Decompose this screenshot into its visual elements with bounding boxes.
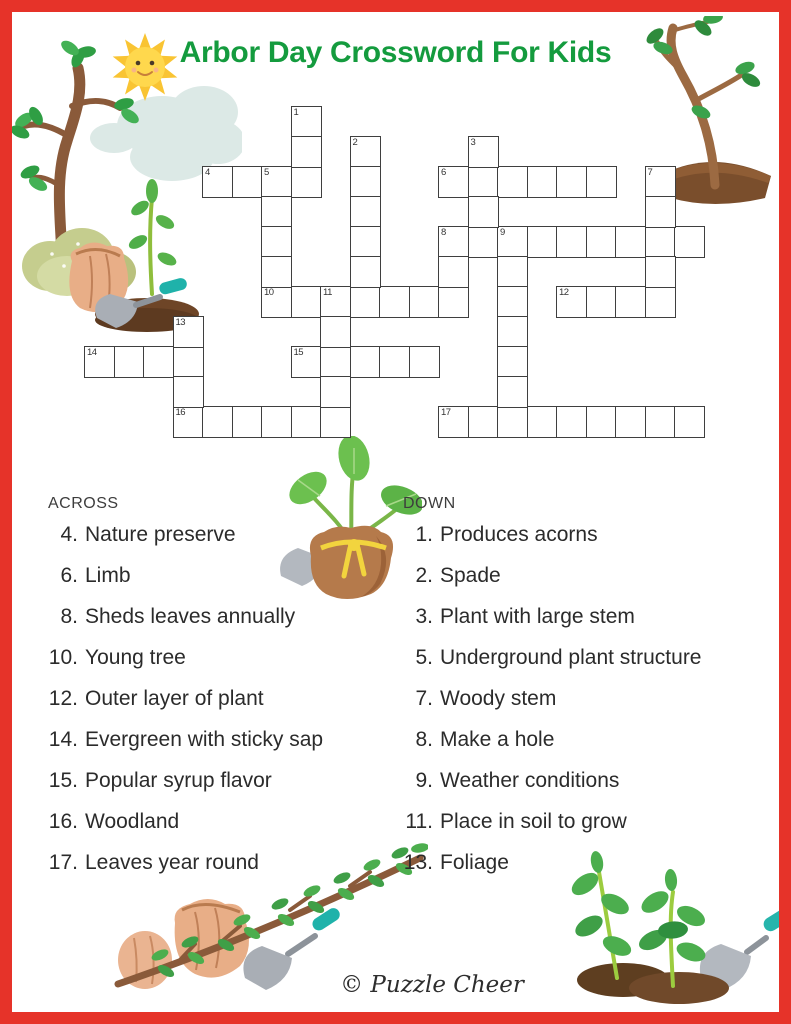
clue-number: 1.	[415, 523, 433, 546]
clue-text: Place in soil to grow	[440, 810, 627, 833]
grid-cell[interactable]	[173, 376, 204, 408]
grid-cell[interactable]	[320, 406, 351, 438]
clue-text: Weather conditions	[440, 769, 620, 792]
cell-number: 5	[264, 167, 269, 178]
grid-cell[interactable]	[84, 346, 115, 378]
clue-item	[403, 685, 748, 713]
grid-cell[interactable]	[261, 226, 292, 258]
clue-item	[403, 849, 748, 877]
cell-number: 6	[441, 167, 446, 178]
clue-item	[48, 849, 408, 877]
clue-item	[48, 808, 408, 836]
grid-cell[interactable]	[468, 406, 499, 438]
clue-item	[48, 644, 408, 672]
clue-number: 13.	[403, 851, 433, 874]
clue-item	[48, 562, 408, 590]
grid-cell[interactable]	[350, 346, 381, 378]
grid-cell[interactable]	[320, 376, 351, 408]
grid-cell[interactable]	[320, 286, 351, 318]
cell-number: 1	[293, 107, 299, 118]
grid-cell[interactable]	[586, 406, 617, 438]
clue-text: Sheds leaves annually	[85, 605, 296, 628]
cell-number: 3	[470, 137, 476, 148]
grid-cell[interactable]	[438, 286, 469, 318]
grid-cell[interactable]	[645, 256, 676, 288]
clue-item	[403, 521, 748, 549]
grid-cell[interactable]	[232, 166, 263, 198]
cell-number: 8	[441, 227, 446, 238]
clue-number: 10.	[48, 646, 78, 669]
cell-number: 11	[323, 287, 332, 298]
grid-cell[interactable]	[202, 406, 233, 438]
grid-cell[interactable]	[556, 286, 587, 318]
grid-cell[interactable]	[645, 406, 676, 438]
down-clue-list	[403, 521, 748, 890]
grid-cell[interactable]	[497, 346, 528, 378]
clue-number: 16.	[48, 810, 78, 833]
cell-number: 9	[500, 227, 505, 238]
grid-cell[interactable]	[261, 256, 292, 288]
cell-number: 7	[647, 167, 653, 178]
grid-cell[interactable]	[615, 226, 646, 258]
clue-text: Popular syrup flavor	[85, 769, 272, 792]
grid-cell[interactable]	[350, 166, 381, 198]
grid-cell[interactable]	[497, 226, 528, 258]
clue-text: Underground plant structure	[440, 646, 702, 669]
grid-cell[interactable]	[527, 406, 558, 438]
grid-cell[interactable]	[468, 136, 499, 168]
grid-cell[interactable]	[497, 376, 528, 408]
grid-cell[interactable]	[173, 346, 204, 378]
clue-number: 14.	[48, 728, 78, 751]
cell-number: 17	[441, 407, 451, 418]
clue-text: Plant with large stem	[440, 605, 635, 628]
grid-cell[interactable]	[586, 286, 617, 318]
clue-item	[48, 726, 408, 754]
grid-cell[interactable]	[468, 166, 499, 198]
grid-cell[interactable]	[291, 406, 322, 438]
clue-number: 7.	[415, 687, 433, 710]
grid-cell[interactable]	[645, 226, 676, 258]
clue-item	[403, 808, 748, 836]
clue-text: Produces acorns	[440, 523, 598, 546]
grid-cell[interactable]	[350, 286, 381, 318]
grid-cell[interactable]	[173, 406, 204, 438]
clue-item	[403, 562, 748, 590]
grid-cell[interactable]	[497, 316, 528, 348]
grid-cell[interactable]	[232, 406, 263, 438]
clue-item	[48, 521, 408, 549]
grid-cell[interactable]	[586, 166, 617, 198]
grid-cell[interactable]	[556, 166, 587, 198]
clue-text: Woody stem	[440, 687, 557, 710]
grid-cell[interactable]	[645, 166, 676, 198]
across-clue-list	[48, 521, 408, 890]
grid-cell[interactable]	[350, 256, 381, 288]
grid-cell[interactable]	[497, 166, 528, 198]
cell-number: 12	[559, 287, 569, 298]
grid-cell[interactable]	[291, 286, 322, 318]
across-heading: ACROSS	[48, 495, 119, 512]
grid-cell[interactable]	[379, 346, 410, 378]
grid-cell[interactable]	[143, 346, 174, 378]
clue-text: Leaves year round	[85, 851, 259, 874]
clue-item	[48, 603, 408, 631]
grid-cell[interactable]	[409, 346, 440, 378]
grid-cell[interactable]	[556, 226, 587, 258]
clue-number: 8.	[415, 728, 433, 751]
clue-text: Young tree	[85, 646, 186, 669]
grid-cell[interactable]	[202, 166, 233, 198]
grid-cell[interactable]	[261, 286, 292, 318]
grid-cell[interactable]	[114, 346, 145, 378]
page-title: Arbor Day Crossword For Kids	[179, 36, 612, 69]
cell-number: 16	[175, 407, 186, 418]
grid-cell[interactable]	[291, 106, 322, 138]
clue-text: Foliage	[440, 851, 509, 874]
grid-cell[interactable]	[674, 406, 705, 438]
grid-cell[interactable]	[527, 226, 558, 258]
grid-cell[interactable]	[438, 256, 469, 288]
grid-cell[interactable]	[468, 196, 499, 228]
grid-cell[interactable]	[615, 406, 646, 438]
clue-item	[403, 726, 748, 754]
grid-cell[interactable]	[350, 136, 381, 168]
grid-cell[interactable]	[379, 286, 410, 318]
clue-number: 6.	[60, 564, 78, 587]
clue-number: 3.	[415, 605, 433, 628]
grid-cell[interactable]	[438, 166, 469, 198]
clue-text: Limb	[85, 564, 131, 587]
grid-cell[interactable]	[556, 406, 587, 438]
clue-item	[403, 644, 748, 672]
clue-text: Evergreen with sticky sap	[85, 728, 324, 751]
cell-number: 10	[264, 287, 274, 298]
clue-text: Make a hole	[440, 728, 555, 751]
grid-cell[interactable]	[350, 226, 381, 258]
grid-cell[interactable]	[586, 226, 617, 258]
grid-cell[interactable]	[320, 316, 351, 348]
grid-cell[interactable]	[527, 166, 558, 198]
clue-item	[48, 767, 408, 795]
clue-number: 5.	[415, 646, 433, 669]
grid-cell[interactable]	[350, 196, 381, 228]
grid-cell[interactable]	[261, 196, 292, 228]
cell-number: 4	[205, 167, 210, 178]
grid-cell[interactable]	[615, 286, 646, 318]
brand-credit: © Puzzle Cheer	[340, 972, 524, 998]
grid-cell[interactable]	[261, 166, 292, 198]
clue-number: 2.	[415, 564, 433, 587]
clue-item	[403, 767, 748, 795]
clue-number: 12.	[48, 687, 78, 710]
clue-number: 4.	[60, 523, 78, 546]
grid-cell[interactable]	[497, 406, 528, 438]
grid-cell[interactable]	[409, 286, 440, 318]
down-heading: DOWN	[403, 495, 456, 512]
grid-cell[interactable]	[173, 316, 204, 348]
clue-number: 8.	[60, 605, 78, 628]
grid-cell[interactable]	[438, 226, 469, 258]
grid-cell[interactable]	[468, 226, 499, 258]
cell-number: 2	[352, 137, 358, 148]
clue-number: 15.	[48, 769, 78, 792]
cell-number: 13	[175, 317, 186, 328]
grid-cell[interactable]	[645, 196, 676, 228]
grid-cell[interactable]	[497, 256, 528, 288]
clue-number: 11.	[405, 810, 433, 833]
grid-cell[interactable]	[497, 286, 528, 318]
grid-cell[interactable]	[261, 406, 292, 438]
grid-cell[interactable]	[320, 346, 351, 378]
grid-cell[interactable]	[674, 226, 705, 258]
grid-cell[interactable]	[291, 166, 322, 198]
clue-number: 17.	[48, 851, 78, 874]
grid-cell[interactable]	[645, 286, 676, 318]
grid-cell[interactable]	[438, 406, 469, 438]
clue-number: 9.	[415, 769, 433, 792]
clue-item	[48, 685, 408, 713]
clue-item	[403, 603, 748, 631]
clue-text: Outer layer of plant	[85, 687, 264, 710]
cell-number: 14	[87, 347, 97, 358]
cell-number: 15	[293, 347, 304, 358]
clue-text: Woodland	[85, 810, 180, 833]
grid-cell[interactable]	[291, 136, 322, 168]
clue-text: Nature preserve	[85, 523, 236, 546]
grid-cell[interactable]	[291, 346, 322, 378]
clue-text: Spade	[440, 564, 501, 587]
